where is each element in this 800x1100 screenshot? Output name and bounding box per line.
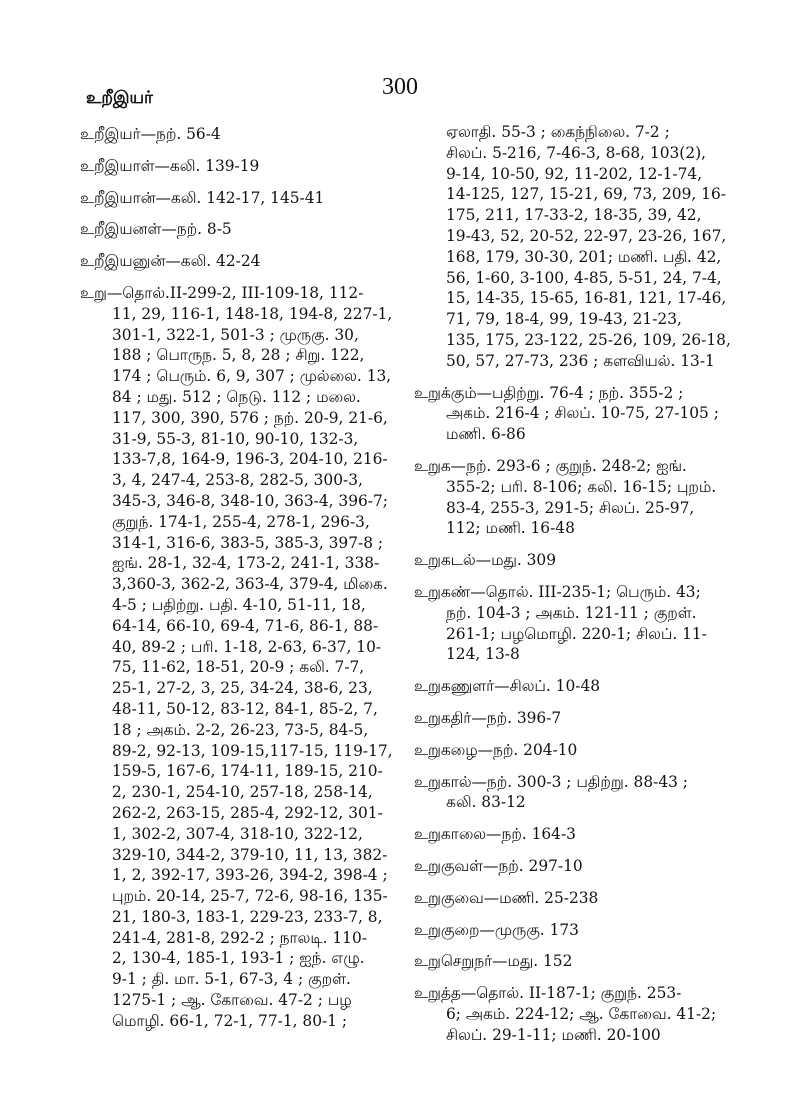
entry-headword-line: உறுகுறை—முருகு. 173 — [414, 920, 579, 939]
entry-headword-line: உறுகடல்—மது. 309 — [414, 551, 556, 570]
entry-reference-line: அகம். 216-4 ; சிலப். 10-75, 27-105 ; — [446, 404, 719, 423]
entry-reference-line: 89-2, 92-13, 109-15,117-15, 119-17, — [112, 741, 393, 760]
entry-reference-line: 15, 14-35, 15-65, 16-81, 121, 17-46, — [446, 289, 727, 308]
index-entry — [414, 824, 720, 845]
entry-reference-line: 133-7,8, 164-9, 196-3, 204-10, 216- — [112, 450, 388, 469]
index-entry — [80, 188, 406, 209]
entry-reference-line: 168, 179, 30-30, 201; மணி. பதி. 42, — [446, 247, 722, 266]
entry-reference-line: நற். 104-3 ; அகம். 121-11 ; குறள். — [446, 603, 697, 622]
entry-reference-line: 31-9, 55-3, 81-10, 90-10, 132-3, — [112, 429, 359, 448]
entry-headword-line: உறு—தொல்.II-299-2, III-109-18, 112- — [80, 283, 364, 302]
entry-reference-line: 174 ; பெரும். 6, 9, 307 ; முல்லை. 13, — [112, 367, 392, 386]
entry-reference-line: 329-10, 344-2, 379-10, 11, 13, 382- — [112, 845, 388, 864]
entry-reference-line: புறம். 20-14, 25-7, 72-6, 98-16, 135- — [112, 887, 388, 906]
entry-reference-line: கலி. 83-12 — [446, 793, 526, 812]
entry-reference-line: 301-1, 322-1, 501-3 ; முருகு. 30, — [112, 325, 359, 344]
entry-reference-line: 83-4, 255-3, 291-5; சிலப். 25-97, — [446, 498, 695, 517]
entry-reference-line: 124, 13-8 — [446, 645, 520, 664]
index-entry — [414, 550, 720, 571]
entry-headword-line: உறீஇயனள்—நற். 8-5 — [80, 220, 232, 239]
running-head: உறீஇயர் — [86, 88, 153, 108]
entry-headword-line: உறுசெறுநர்—மது. 152 — [414, 952, 573, 971]
entry-reference-line: ஏலாதி. 55-3 ; கைந்நிலை. 7-2 ; — [446, 123, 670, 141]
entry-reference-line: மொழி. 66-1, 72-1, 77-1, 80-1 ; — [112, 1011, 348, 1030]
entry-headword-line: உறுத்த—தொல். II-187-1; குறுந். 253- — [414, 984, 682, 1003]
entry-reference-line: 18 ; அகம். 2-2, 26-23, 73-5, 84-5, — [112, 720, 369, 739]
entry-headword-line: உறுகணுளர்—சிலப். 10-48 — [414, 677, 601, 696]
entry-reference-line: சிலப். 29-1-11; மணி. 20-100 — [446, 1025, 661, 1044]
entry-headword-line: உறீஇயர்—நற். 56-4 — [80, 125, 221, 143]
index-entry — [414, 383, 720, 445]
index-entry-continuation — [414, 122, 731, 372]
entry-headword-line: உறுக்கும்—பதிற்று. 76-4 ; நற். 355-2 ; — [414, 383, 684, 402]
entry-headword-line: உறீஇயனுன்—கலி. 42-24 — [80, 252, 261, 271]
entry-reference-line: ஐங். 28-1, 32-4, 173-2, 241-1, 338- — [112, 554, 380, 573]
entry-reference-line: 19-43, 52, 20-52, 22-97, 23-26, 167, — [446, 226, 727, 245]
entry-reference-line: 56, 1-60, 3-100, 4-85, 5-51, 24, 7-4, — [446, 268, 722, 287]
entry-headword-line: உறுக—நற். 293-6 ; குறுந். 248-2; ஐங். — [414, 456, 687, 475]
entry-reference-line: 75, 11-62, 18-51, 20-9 ; கலி. 7-7, — [112, 658, 365, 677]
entry-reference-line: 9-1 ; தி. மா. 5-1, 67-3, 4 ; குறள். — [112, 970, 351, 989]
index-entry — [414, 983, 720, 1045]
entry-reference-line: 261-1; பழமொழி. 220-1; சிலப். 11- — [446, 624, 707, 643]
entry-reference-line: 84 ; மது. 512 ; நெடு. 112 ; மலை. — [112, 387, 361, 406]
entry-reference-line: 175, 211, 17-33-2, 18-35, 39, 42, — [446, 206, 702, 225]
entry-headword-line: உறுகாலை—நற். 164-3 — [414, 825, 576, 844]
index-entry — [80, 283, 406, 1032]
entry-reference-line: 1275-1 ; ஆ. கோவை. 47-2 ; பழ — [112, 991, 352, 1010]
entry-reference-line: 9-14, 10-50, 92, 11-202, 12-1-74, — [446, 164, 703, 183]
right-column — [414, 122, 731, 1056]
index-entry — [414, 772, 720, 814]
entry-reference-line: 40, 89-2 ; பரி. 1-18, 2-63, 6-37, 10- — [112, 637, 382, 656]
entry-reference-line: 355-2; பரி. 8-106; கலி. 16-15; புறம். — [446, 477, 717, 496]
entry-headword-line: உறுகதிர்—நற். 396-7 — [414, 708, 562, 727]
entry-headword-line: உறுகுவை—மணி. 25-238 — [414, 888, 599, 907]
index-entry — [414, 888, 720, 909]
entry-headword-line: உறுகுவள்—நற். 297-10 — [414, 856, 583, 875]
page-number: 300 — [382, 74, 418, 100]
index-entry — [414, 920, 720, 941]
entry-reference-line: 314-1, 316-6, 383-5, 385-3, 397-8 ; — [112, 533, 384, 552]
entry-reference-line: 112; மணி. 16-48 — [446, 519, 575, 538]
entry-reference-line: 14-125, 127, 15-21, 69, 73, 209, 16- — [446, 185, 726, 204]
entry-reference-line: 50, 57, 27-73, 236 ; களவியல். 13-1 — [446, 351, 715, 370]
index-entry — [80, 219, 406, 240]
entry-reference-line: 48-11, 50-12, 83-12, 84-1, 85-2, 7, — [112, 699, 378, 718]
entry-headword-line: உறுகழை—நற். 204-10 — [414, 740, 578, 759]
index-entry — [414, 676, 720, 697]
entry-reference-line: 2, 230-1, 254-10, 257-18, 258-14, — [112, 783, 373, 802]
entry-reference-line: 11, 29, 116-1, 148-18, 194-8, 227-1, — [112, 304, 393, 323]
index-entry — [80, 251, 406, 272]
index-entry — [414, 582, 720, 665]
entry-reference-line: 3,360-3, 362-2, 363-4, 379-4, மிகை. — [112, 575, 388, 594]
entry-reference-line: 345-3, 346-8, 348-10, 363-4, 396-7; — [112, 491, 388, 510]
entry-reference-line: 1, 2, 392-17, 393-26, 394-2, 398-4 ; — [112, 866, 388, 885]
entry-reference-line: 71, 79, 18-4, 99, 19-43, 21-23, — [446, 310, 682, 329]
entry-headword-line: உறீஇயாள்—கலி. 139-19 — [80, 156, 260, 175]
entry-headword-line: உறுகால்—நற். 300-3 ; பதிற்று. 88-43 ; — [414, 772, 688, 791]
entry-reference-line: 3, 4, 247-4, 253-8, 282-5, 300-3, — [112, 471, 363, 490]
entry-reference-line: 241-4, 281-8, 292-2 ; நாலடி. 110- — [112, 928, 367, 947]
entry-reference-line: 188 ; பொருந. 5, 8, 28 ; சிறு. 122, — [112, 346, 365, 365]
entry-reference-line: 2, 130-4, 185-1, 193-1 ; ஐந். எழு. — [112, 949, 365, 968]
index-entry — [414, 740, 720, 761]
index-entry — [414, 708, 720, 729]
entry-reference-line: குறுந். 174-1, 255-4, 278-1, 296-3, — [112, 512, 370, 531]
entry-reference-line: 64-14, 66-10, 69-4, 71-6, 86-1, 88- — [112, 616, 379, 635]
left-column — [80, 124, 406, 1043]
index-entry — [80, 156, 406, 177]
index-entry — [414, 951, 720, 972]
index-entry — [414, 856, 720, 877]
entry-reference-line: 1, 302-2, 307-4, 318-10, 322-12, — [112, 824, 363, 843]
index-entry — [80, 124, 406, 145]
entry-reference-line: 135, 175, 23-122, 25-26, 109, 26-18, — [446, 330, 731, 349]
entry-reference-line: 159-5, 167-6, 174-11, 189-15, 210- — [112, 762, 383, 781]
entry-headword-line: உறீஇயான்—கலி. 142-17, 145-41 — [80, 188, 325, 207]
entry-reference-line: சிலப். 5-216, 7-46-3, 8-68, 103(2), — [446, 143, 707, 162]
entry-reference-line: 117, 300, 390, 576 ; நற். 20-9, 21-6, — [112, 408, 388, 427]
index-entry — [414, 456, 720, 539]
entry-reference-line: 6; அகம். 224-12; ஆ. கோவை. 41-2; — [446, 1004, 717, 1023]
entry-reference-line: 25-1, 27-2, 3, 25, 34-24, 38-6, 23, — [112, 679, 373, 698]
entry-headword-line: உறுகண்—தொல். III-235-1; பெரும். 43; — [414, 582, 701, 601]
entry-reference-line: 262-2, 263-15, 285-4, 292-12, 301- — [112, 803, 383, 822]
entry-reference-line: மணி. 6-86 — [446, 425, 526, 444]
entry-reference-line: 4-5 ; பதிற்று. பதி. 4-10, 51-11, 18, — [112, 595, 366, 614]
entry-reference-line: 21, 180-3, 183-1, 229-23, 233-7, 8, — [112, 907, 383, 926]
